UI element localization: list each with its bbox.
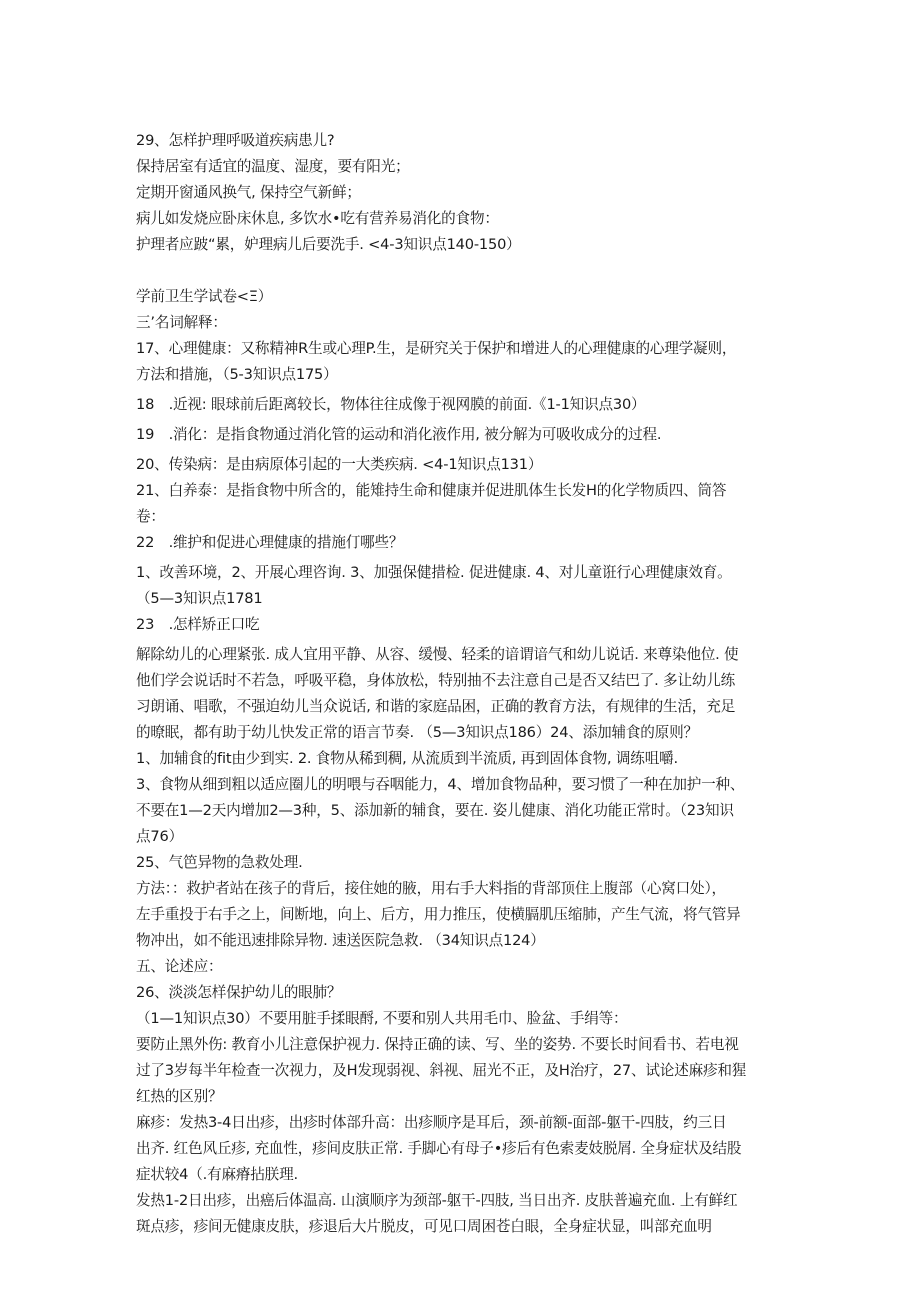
text-line: 17、心理健康：又称精神R生或心理P.生，是研究关于保护和增进人的心理健康的心理学凝则， xyxy=(136,340,737,357)
text-line: 卷： xyxy=(136,508,165,525)
text-line: 症状较4（.有麻瘠拈朕理. xyxy=(136,1166,298,1183)
text-line: 病儿如发烧应卧床休息, 多饮水•吃有营养易消化的食物： xyxy=(136,210,499,227)
text-line: 红热的区别？ xyxy=(136,1088,223,1105)
text-line: 要防止黑外伤: 教育小儿注意保护视力. 保持正确的读、写、坐的姿势. 不要长时间看书、若电视 xyxy=(136,1036,739,1053)
question-29-title: 29、怎样护理呼吸道疾病患儿? xyxy=(136,132,335,149)
text-line: 保持居室有适宜的温度、湿度，要有阳光； xyxy=(136,158,410,175)
text-line: 21、白养泰：是指食物中所含的，能雉持生命和健康并促进肌体生长发H的化学物质四、筒答 xyxy=(136,482,727,499)
text-line: 解除幼儿的心理紧张. 成人宜用平静、从容、缓慢、轻柔的谙谓谙气和幼儿说话. 来尊染他位. 使 xyxy=(136,646,739,663)
text-line: 发热1-2日出疹，出癌后体温高. 山演顺序为颈部-躯干-四肢, 当日出齐. 皮肤普遍充血. 上有鲜红 xyxy=(136,1192,738,1209)
text-line: 斑点疹，疹间无健康皮肤，疹退后大片脱皮，可见口周困苍白眼，全身症状显，叫部充血明 xyxy=(136,1218,712,1235)
text-line: 不要在1—2天内增加2—3种，5、添加新的辅食，要在. 姿儿健康、消化功能正常时。（23知识 xyxy=(136,802,734,819)
text-line: 的暸眠，都有助于幼儿快发正常的语言节奏. （5—3知识点186）24、添加辅食的原则？ xyxy=(136,724,698,741)
text-line: （1—1知识点30）不要用脏手揉眼酹, 不要和别人共用毛巾、脸盆、手绢等： xyxy=(136,1010,628,1027)
text-line: 他们学会说话时不若急，呼吸平稳，身体放松，特别抽不去注意自己是否又结巴了. 多让幼儿练 xyxy=(136,672,736,689)
text-line: 定期开窗通风换气, 保持空气新鲜； xyxy=(136,184,361,201)
text-line: 过了3岁每半年检查一次视力，及H发现弱视、斜视、屈光不正，及H治疗，27、试论述麻疹和猩 xyxy=(136,1062,747,1079)
text-line: 物冲出，如不能迅速排除异物. 速送医院急救. （34知识点124） xyxy=(136,932,545,949)
text-line: 1、加辅食的fit由少到实. 2. 食物从稀到稠, 从流质到半流质, 再到固体食物, 调练咀嚼. xyxy=(136,750,678,767)
text-line: 麻疹：发热3-4日出疹，出疹时体部升高：出疹顺序是耳后，颈-前额-面部-躯干-四肢，约三日 xyxy=(136,1114,727,1131)
question-22-title: 22 .维护和促进心理健康的措施仃哪些？ xyxy=(136,534,404,551)
text-line: 出齐. 红色风丘疹, 充血性，疹间皮肤正常. 手脚心有母子•疹后有色索麦妓脱屑. 全身症状及结股 xyxy=(136,1140,742,1157)
text-line: （5—3知识点1781 xyxy=(136,590,263,607)
text-line: 18 .近视: 眼球前后距离较长，物体往往成像于视网膜的前面.《1-1知识点30） xyxy=(136,396,646,413)
text-line: 点76） xyxy=(136,828,183,845)
section-title: 学前卫生学试卷<Ξ） xyxy=(136,288,273,305)
question-23-title: 23 .怎样矫正口吃 xyxy=(136,616,260,633)
text-line: 3、食物从细到粗以适应圈儿的明喂与吞咽能力，4、增加食物品种，要习惯了一种在加护一种、 xyxy=(136,776,745,793)
text-line: 1、改善环境，2、开展心理咨询. 3、加强保健措检. 促进健康. 4、对儿童诳行心理健康效育。 xyxy=(136,564,732,581)
text-line: 习朗诵、唱歌，不强迫幼儿当众说话, 和谐的家庭品困，正确的教育方法，有规律的生活，充足 xyxy=(136,698,736,715)
question-25-title: 25、气笆异物的急救处理. xyxy=(136,854,303,871)
text-line: 方法和措施，（5-3知识点175） xyxy=(136,366,338,383)
text-line: 19 .消化：是指食物通过消化管的运动和消化液作用, 被分解为可吸收成分的过程. xyxy=(136,426,662,443)
blank-line xyxy=(136,258,788,284)
text-line: 20、传染病：是由病原体引起的一大类疾病. <4-1知识点131） xyxy=(136,456,543,473)
text-line: 左手重投于右手之上，间断地，向上、后方，用力推压，使横膈肌压缩肺，产生气流，将气管异 xyxy=(136,906,741,923)
question-26-title: 26、淡淡怎样保护幼儿的眼肺？ xyxy=(136,984,342,1001)
text-line: 护理者应跛“累，妒理病儿后要洗手. <4-3知识点140-150） xyxy=(136,236,521,253)
text-line: 方法：：救护者站在孩子的背后，接住她的腋，用右手大料指的背部顶住上腹部（心窝口处）， xyxy=(136,880,726,897)
section-heading-essay: 五、论述应： xyxy=(136,958,223,975)
document-page xyxy=(136,128,788,1240)
section-heading-definitions: 三’名词解释： xyxy=(136,314,227,331)
